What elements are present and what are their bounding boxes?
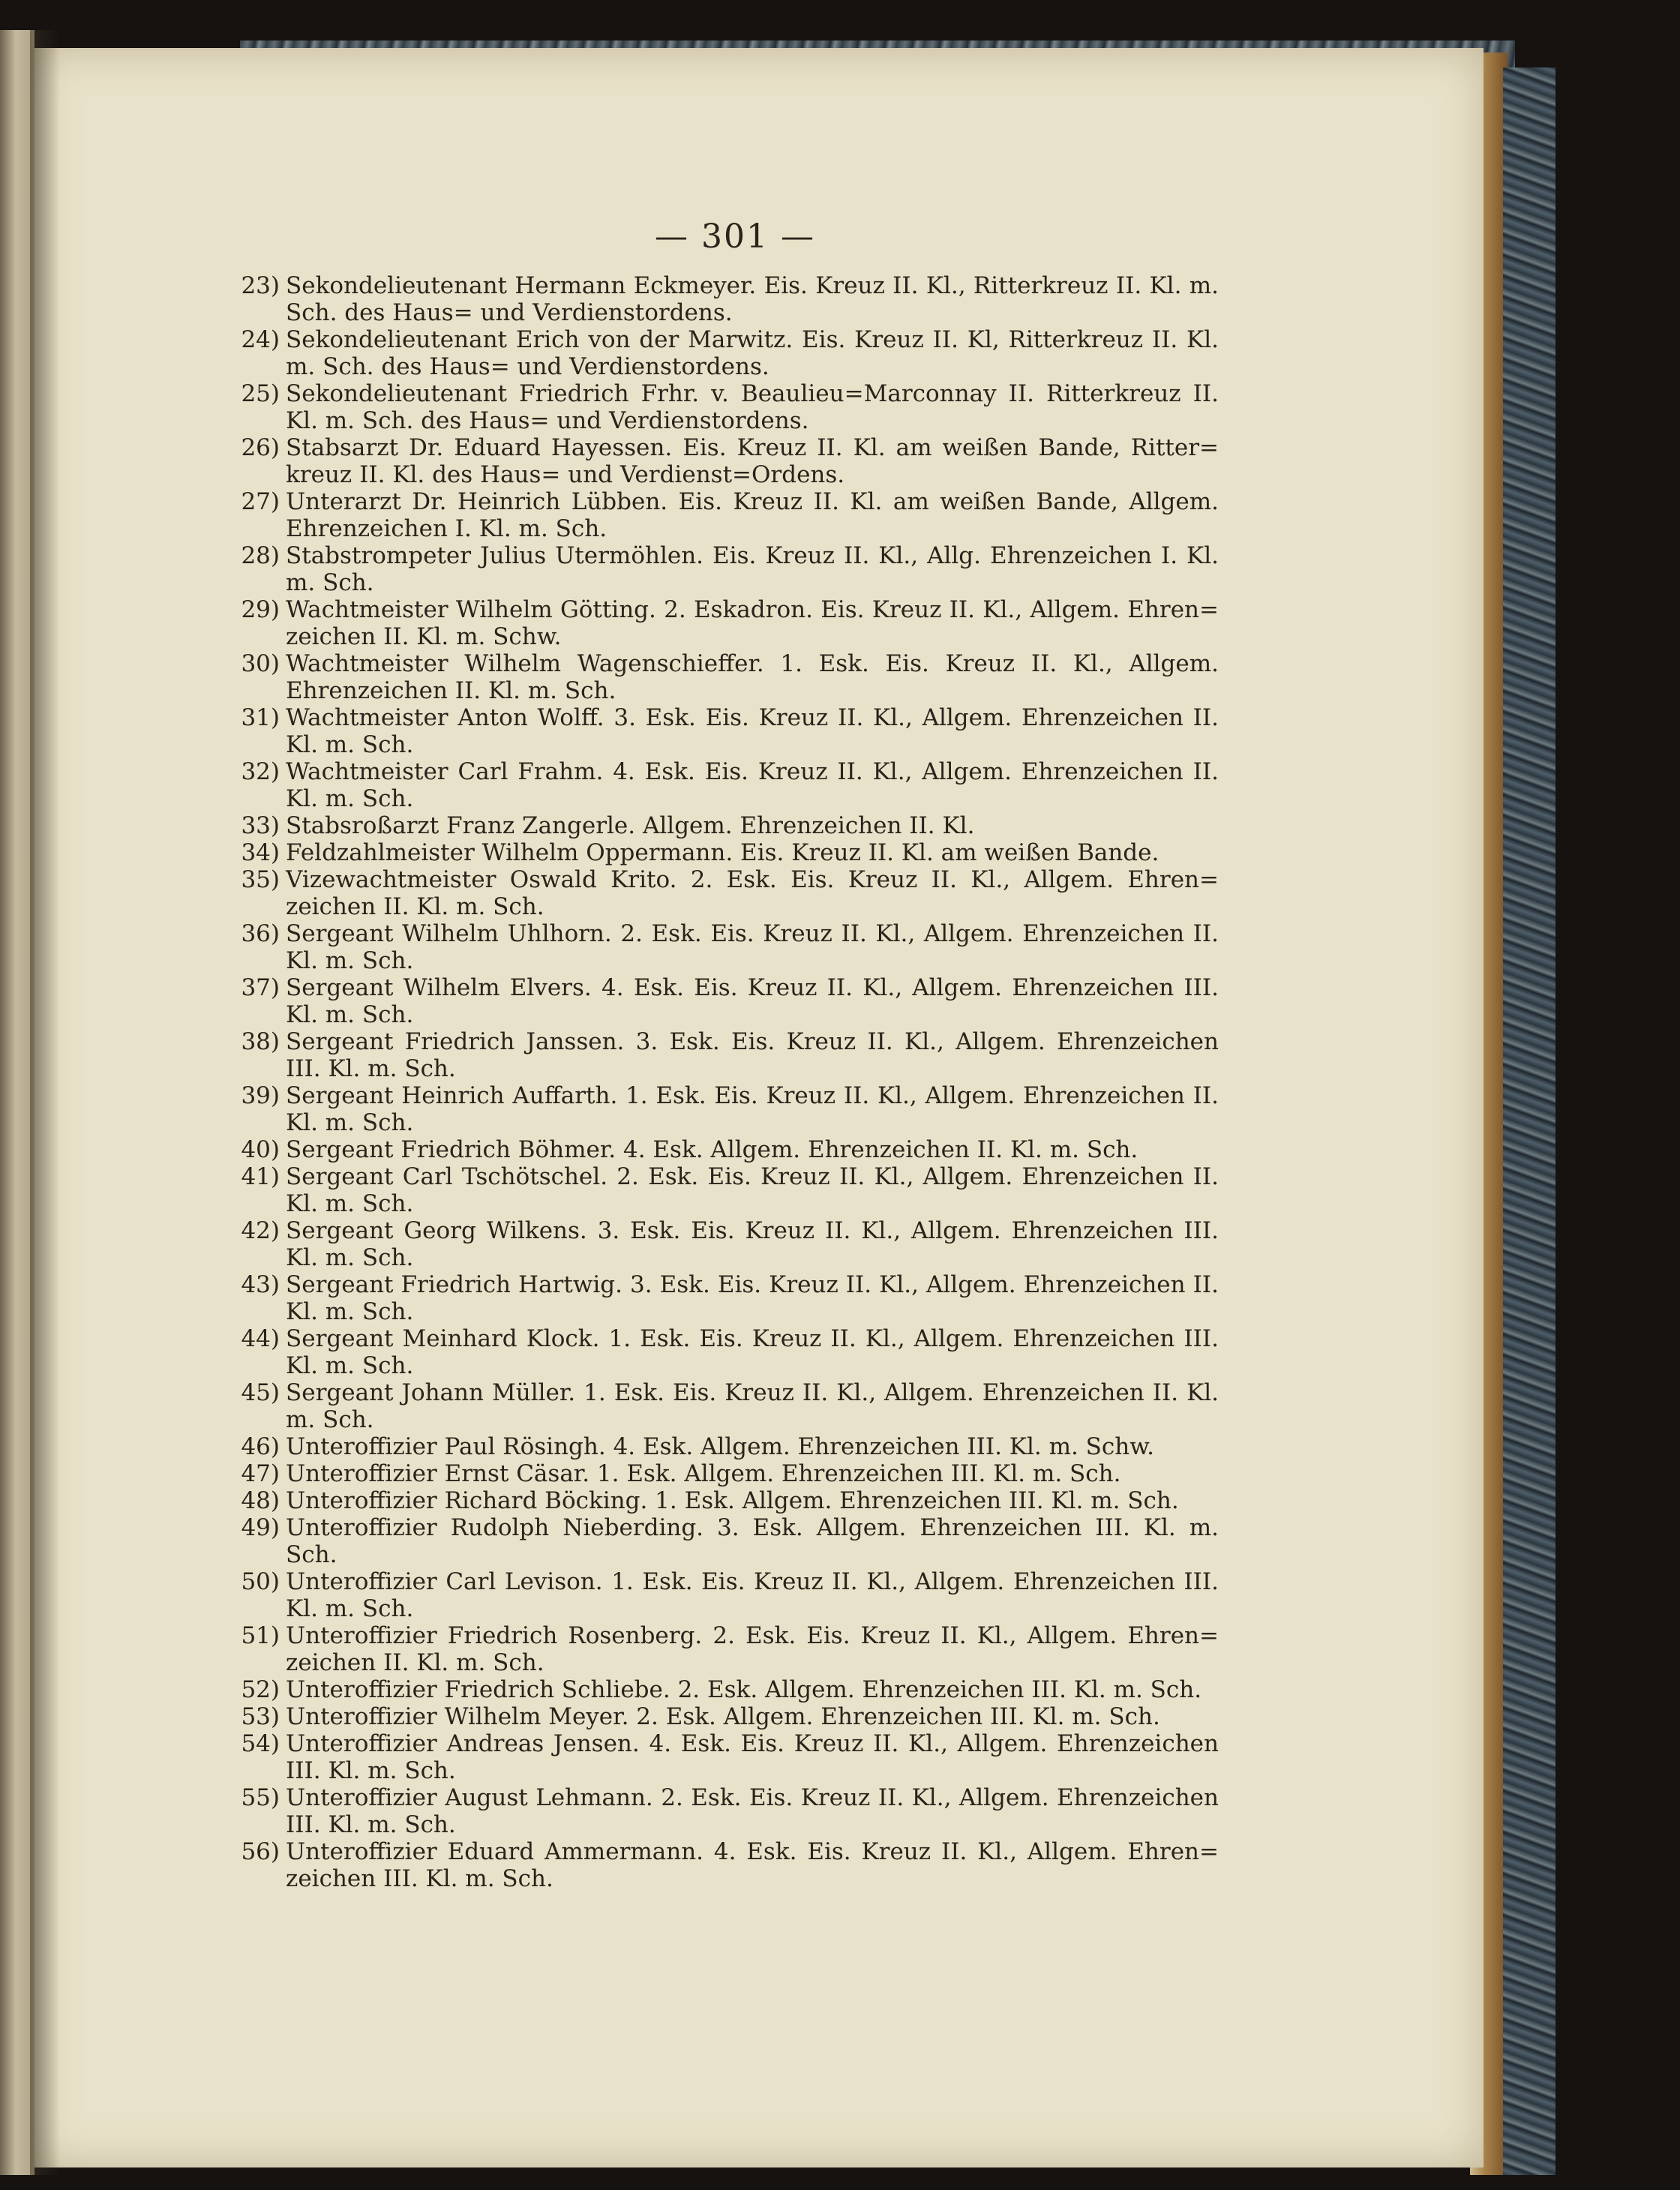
list-item — [221, 272, 1219, 326]
list-item — [221, 1838, 1219, 1892]
list-item — [221, 434, 1219, 488]
entry-number: 51) — [241, 1622, 280, 1649]
list-item — [221, 1379, 1219, 1433]
entry-number: 40) — [241, 1136, 280, 1163]
page-number: — 301 — — [655, 218, 815, 256]
entry-number: 27) — [241, 488, 280, 515]
entry-text: Unteroffizier Eduard Ammermann. 4. Esk. Eis. Kreuz II. Kl., Allgem. Ehren= zeichen III. Kl. m. Sch. — [286, 1838, 1219, 1892]
entry-text: Unteroffizier Richard Böcking. 1. Esk. Allgem. Ehrenzeichen III. Kl. m. Sch. — [286, 1487, 1179, 1514]
list-item — [221, 488, 1219, 542]
entry-number: 26) — [241, 434, 280, 461]
entry-number: 24) — [241, 326, 280, 353]
entry-list — [221, 272, 1219, 1892]
entry-text: Sergeant Friedrich Hartwig. 3. Esk. Eis. Kreuz II. Kl., Allgem. Ehrenzeichen II. Kl. m. Sch. — [286, 1271, 1219, 1325]
list-item — [221, 326, 1219, 380]
entry-number: 54) — [241, 1730, 280, 1757]
entry-number: 33) — [241, 812, 280, 839]
entry-text: Unteroffizier Ernst Cäsar. 1. Esk. Allgem. Ehrenzeichen III. Kl. m. Sch. — [286, 1460, 1121, 1487]
entry-number: 44) — [241, 1325, 280, 1352]
list-item — [221, 1514, 1219, 1568]
list-item — [221, 704, 1219, 758]
entry-number: 38) — [241, 1028, 280, 1055]
entry-number: 55) — [241, 1784, 280, 1811]
entry-number: 25) — [241, 380, 280, 407]
entry-text: Sergeant Georg Wilkens. 3. Esk. Eis. Kreuz II. Kl., Allgem. Ehrenzeichen III. Kl. m. Sch. — [286, 1217, 1219, 1271]
entry-number: 30) — [241, 650, 280, 677]
entry-number: 32) — [241, 758, 280, 785]
entry-text: Stabsroßarzt Franz Zangerle. Allgem. Ehrenzeichen II. Kl. — [286, 812, 975, 839]
entry-number: 36) — [241, 920, 280, 947]
entry-number: 35) — [241, 866, 280, 893]
entry-text: Sergeant Johann Müller. 1. Esk. Eis. Kreuz II. Kl., Allgem. Ehrenzeichen II. Kl. m. Sch. — [286, 1379, 1219, 1433]
list-item — [221, 596, 1219, 650]
list-item — [221, 920, 1219, 974]
entry-text: Stabsarzt Dr. Eduard Hayessen. Eis. Kreuz II. Kl. am weißen Bande, Ritter= kreuz II. Kl. des Haus= und Verdienst=Ordens. — [286, 434, 1219, 488]
entry-text: Wachtmeister Carl Frahm. 4. Esk. Eis. Kreuz II. Kl., Allgem. Ehrenzeichen II. Kl. m. Sch. — [286, 758, 1219, 812]
list-item — [221, 380, 1219, 434]
entry-number: 53) — [241, 1703, 280, 1730]
list-item — [221, 1325, 1219, 1379]
list-item — [221, 1082, 1219, 1136]
entry-text: Sergeant Carl Tschötschel. 2. Esk. Eis. Kreuz II. Kl., Allgem. Ehrenzeichen II. Kl. m. Sch. — [286, 1163, 1219, 1217]
list-item — [221, 1703, 1219, 1730]
list-item — [221, 1568, 1219, 1622]
entry-number: 34) — [241, 839, 280, 866]
list-item — [221, 1217, 1219, 1271]
entry-text: Sekondelieutenant Friedrich Frhr. v. Beaulieu=Marconnay II. Ritterkreuz II. Kl. m. Sch. des Haus= und Verdienstordens. — [286, 380, 1219, 434]
entry-text: Sergeant Meinhard Klock. 1. Esk. Eis. Kreuz II. Kl., Allgem. Ehrenzeichen III. Kl. m. Sch. — [286, 1325, 1219, 1379]
entry-text: Unterarzt Dr. Heinrich Lübben. Eis. Kreuz II. Kl. am weißen Bande, Allgem. Ehrenzeichen I. Kl. m. Sch. — [286, 488, 1219, 542]
entry-text: Wachtmeister Wilhelm Götting. 2. Eskadron. Eis. Kreuz II. Kl., Allgem. Ehren= zeichen II. Kl. m. Schw. — [286, 596, 1219, 650]
list-item — [221, 542, 1219, 596]
entry-number: 47) — [241, 1460, 280, 1487]
entry-number: 56) — [241, 1838, 280, 1865]
entry-text: Wachtmeister Anton Wolff. 3. Esk. Eis. Kreuz II. Kl., Allgem. Ehrenzeichen II. Kl. m. Sch. — [286, 704, 1219, 758]
list-item — [221, 1676, 1219, 1703]
entry-number: 39) — [241, 1082, 280, 1109]
entry-text: Unteroffizier Andreas Jensen. 4. Esk. Eis. Kreuz II. Kl., Allgem. Ehrenzeichen III. Kl. m. Sch. — [286, 1730, 1219, 1784]
entry-text: Unteroffizier August Lehmann. 2. Esk. Eis. Kreuz II. Kl., Allgem. Ehrenzeichen III. Kl. m. Sch. — [286, 1784, 1219, 1838]
list-item — [221, 1730, 1219, 1784]
list-item — [221, 1163, 1219, 1217]
list-item — [221, 1622, 1219, 1676]
entry-text: Unteroffizier Friedrich Schliebe. 2. Esk. Allgem. Ehrenzeichen III. Kl. m. Sch. — [286, 1676, 1202, 1703]
entry-number: 52) — [241, 1676, 280, 1703]
entry-text: Vizewachtmeister Oswald Krito. 2. Esk. Eis. Kreuz II. Kl., Allgem. Ehren= zeichen II. Kl. m. Sch. — [286, 866, 1219, 920]
list-item — [221, 1271, 1219, 1325]
entry-text: Sekondelieutenant Erich von der Marwitz. Eis. Kreuz II. Kl, Ritterkreuz II. Kl. m. Sch. des Haus= und Verdienstordens. — [286, 326, 1219, 380]
list-item — [221, 1028, 1219, 1082]
entry-text: Stabstrompeter Julius Utermöhlen. Eis. Kreuz II. Kl., Allg. Ehrenzeichen I. Kl. m. Sch. — [286, 542, 1219, 596]
entry-text: Sergeant Heinrich Auffarth. 1. Esk. Eis. Kreuz II. Kl., Allgem. Ehrenzeichen II. Kl. m. Sch. — [286, 1082, 1219, 1136]
entry-number: 31) — [241, 704, 280, 731]
entry-text: Wachtmeister Wilhelm Wagenschieffer. 1. Esk. Eis. Kreuz II. Kl., Allgem. Ehrenzeichen II. Kl. m. Sch. — [286, 650, 1219, 704]
entry-number: 45) — [241, 1379, 280, 1406]
list-item — [221, 839, 1219, 866]
entry-text: Sergeant Wilhelm Uhlhorn. 2. Esk. Eis. Kreuz II. Kl., Allgem. Ehrenzeichen II. Kl. m. Sch. — [286, 920, 1219, 974]
entry-number: 37) — [241, 974, 280, 1001]
entry-number: 43) — [241, 1271, 280, 1298]
entry-number: 50) — [241, 1568, 280, 1595]
entry-text: Sergeant Friedrich Janssen. 3. Esk. Eis. Kreuz II. Kl., Allgem. Ehrenzeichen III. Kl. m. Sch. — [286, 1028, 1219, 1082]
entry-number: 42) — [241, 1217, 280, 1244]
entry-text: Sergeant Wilhelm Elvers. 4. Esk. Eis. Kreuz II. Kl., Allgem. Ehrenzeichen III. Kl. m. Sch. — [286, 974, 1219, 1028]
entry-number: 41) — [241, 1163, 280, 1190]
list-item — [221, 1136, 1219, 1163]
list-item — [221, 974, 1219, 1028]
page-text — [221, 218, 1219, 1892]
list-item — [221, 1487, 1219, 1514]
list-item — [221, 866, 1219, 920]
marbled-cover-right — [1503, 68, 1556, 2175]
entry-number: 29) — [241, 596, 280, 623]
list-item — [221, 1460, 1219, 1487]
entry-number: 48) — [241, 1487, 280, 1514]
entry-number: 46) — [241, 1433, 280, 1460]
entry-text: Sergeant Friedrich Böhmer. 4. Esk. Allgem. Ehrenzeichen II. Kl. m. Sch. — [286, 1136, 1138, 1163]
entry-text: Unteroffizier Wilhelm Meyer. 2. Esk. Allgem. Ehrenzeichen III. Kl. m. Sch. — [286, 1703, 1160, 1730]
list-item — [221, 812, 1219, 839]
gutter-shadow — [30, 30, 60, 2175]
entry-text: Sekondelieutenant Hermann Eckmeyer. Eis. Kreuz II. Kl., Ritterkreuz II. Kl. m. Sch. des Haus= und Verdienstordens. — [286, 272, 1219, 326]
entry-number: 28) — [241, 542, 280, 569]
entry-text: Unteroffizier Friedrich Rosenberg. 2. Esk. Eis. Kreuz II. Kl., Allgem. Ehren= zeichen II. Kl. m. Sch. — [286, 1622, 1219, 1676]
entry-text: Unteroffizier Carl Levison. 1. Esk. Eis. Kreuz II. Kl., Allgem. Ehrenzeichen III. Kl. m. Sch. — [286, 1568, 1219, 1622]
list-item — [221, 758, 1219, 812]
list-item — [221, 1433, 1219, 1460]
entry-text: Feldzahlmeister Wilhelm Oppermann. Eis. Kreuz II. Kl. am weißen Bande. — [286, 839, 1160, 866]
entry-number: 49) — [241, 1514, 280, 1541]
list-item — [221, 650, 1219, 704]
entry-number: 23) — [241, 272, 280, 299]
entry-text: Unteroffizier Rudolph Nieberding. 3. Esk. Allgem. Ehrenzeichen III. Kl. m. Sch. — [286, 1514, 1219, 1568]
entry-text: Unteroffizier Paul Rösingh. 4. Esk. Allgem. Ehrenzeichen III. Kl. m. Schw. — [286, 1433, 1154, 1460]
list-item — [221, 1784, 1219, 1838]
